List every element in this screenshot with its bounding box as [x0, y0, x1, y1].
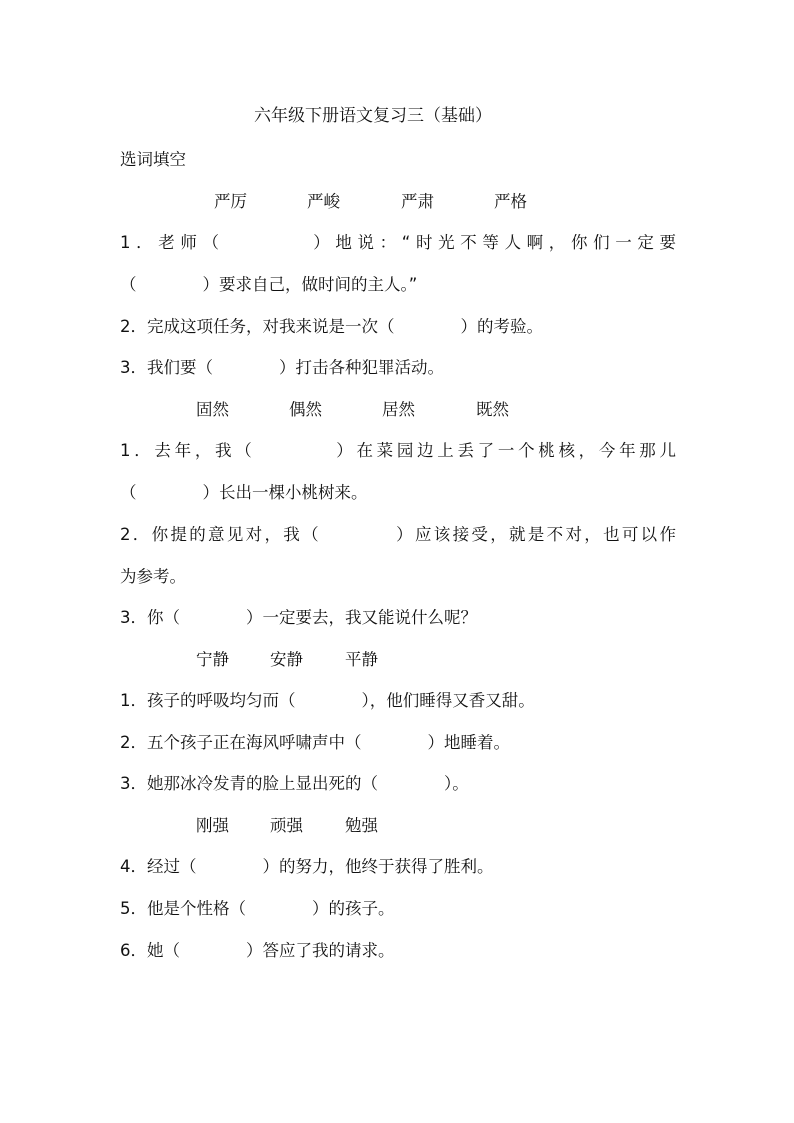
word-option: 严厉 [214, 192, 247, 211]
question-text: 为参考。 [120, 567, 186, 586]
word-option: 固然 [196, 400, 229, 419]
question-text: 5．他是个性格（ ）的孩子。 [120, 899, 395, 918]
question-text: 3．我们要（ ）打击各种犯罪活动。 [120, 358, 444, 377]
word-option: 偶然 [289, 400, 322, 419]
question-text: 3．她那冰冷发青的脸上显出死的（ ）。 [120, 774, 469, 793]
word-option: 勉强 [345, 816, 378, 835]
word-option: 既然 [476, 400, 509, 419]
word-option: 宁静 [196, 650, 229, 669]
word-option: 严峻 [307, 192, 340, 211]
question-text: 4．经过（ ）的努力，他终于获得了胜利。 [120, 857, 494, 876]
word-option: 严肃 [401, 192, 434, 211]
word-option: 居然 [382, 400, 415, 419]
question-text: （ ）长出一棵小桃树来。 [120, 483, 368, 502]
question-text: 1．孩子的呼吸均匀而（ ），他们睡得又香又甜。 [120, 691, 535, 710]
word-option: 顽强 [270, 816, 303, 835]
word-option: 刚强 [196, 816, 229, 835]
question-text: 6．她（ ）答应了我的请求。 [120, 941, 395, 960]
word-option: 平静 [345, 650, 378, 669]
question-text: 2．你提的意见对，我（ ）应该接受，就是不对，也可以作 [120, 525, 676, 544]
word-option: 严格 [494, 192, 527, 211]
section-heading: 选词填空 [120, 150, 186, 169]
question-text: 2．五个孩子正在海风呼啸声中（ ）地睡着。 [120, 733, 510, 752]
page-title: 六年级下册语文复习三（基础） [254, 106, 492, 126]
word-option: 安静 [270, 650, 303, 669]
question-text: （ ）要求自己，做时间的主人。” [120, 275, 418, 294]
question-text: 1．去年，我（ ）在菜园边上丢了一个桃核，今年那儿 [120, 441, 676, 460]
question-text: 2．完成这项任务，对我来说是一次（ ）的考验。 [120, 317, 543, 336]
question-text: 1．老师（ ）地说：“时光不等人啊，你们一定要 [120, 233, 676, 252]
question-text: 3．你（ ）一定要去，我又能说什么呢？ [120, 608, 477, 627]
